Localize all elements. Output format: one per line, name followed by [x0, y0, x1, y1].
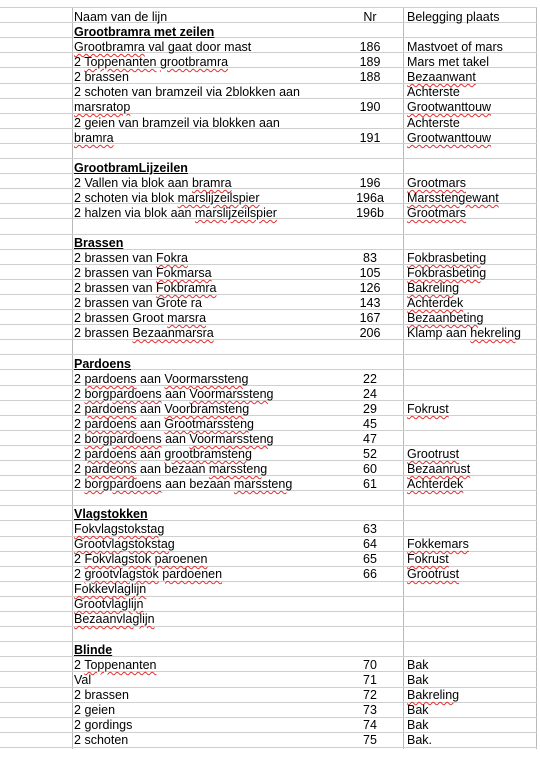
number-cell[interactable]: 196 [359, 176, 381, 190]
placement-cell[interactable]: Bezaanrust [407, 462, 471, 476]
placement-cell[interactable]: Bak [407, 718, 429, 732]
number-cell[interactable]: 206 [359, 326, 381, 340]
row-divider [0, 7, 537, 8]
line-name-cell[interactable]: 2 grootvlagstok pardoenen [74, 567, 223, 581]
number-cell[interactable]: 190 [359, 100, 381, 114]
line-name-cell[interactable]: marsratop [74, 100, 131, 114]
placement-cell[interactable]: Grootrust [407, 567, 460, 581]
placement-cell[interactable]: Bakreling [407, 688, 460, 702]
number-cell[interactable]: 66 [363, 567, 377, 581]
number-cell[interactable]: 22 [363, 372, 377, 386]
line-name-cell[interactable]: Grootvlaglijn [74, 597, 144, 611]
placement-cell[interactable]: Bak [407, 703, 429, 717]
number-cell[interactable]: 64 [363, 537, 377, 551]
row-divider [0, 747, 537, 748]
number-cell[interactable]: 196a [356, 191, 384, 205]
line-name-cell[interactable]: 2 brassen van Grote ra [74, 296, 202, 310]
line-name-cell[interactable]: 2 brassen van Fokmarsa [74, 266, 212, 280]
line-name-cell[interactable]: 2 brassen Bezaanmarsra [74, 326, 214, 340]
number-cell[interactable]: 105 [359, 266, 381, 280]
line-name-cell[interactable]: 2 borgpardoens aan Voormarssteng [74, 432, 274, 446]
placement-cell[interactable]: Fokrust [407, 552, 449, 566]
line-name-cell[interactable]: Bezaanvlaglijn [74, 612, 155, 626]
line-name-cell[interactable]: 2 Vallen via blok aan bramra [74, 176, 232, 190]
line-name-cell[interactable]: 2 geien van bramzeil via blokken aan [74, 116, 280, 130]
line-name-cell[interactable]: 2 borgpardoens aan Voormarssteng [74, 387, 274, 401]
placement-cell[interactable]: Mars met takel [407, 55, 489, 69]
number-cell[interactable]: 47 [363, 432, 377, 446]
section-header[interactable]: Vlagstokken [74, 507, 148, 521]
number-cell[interactable]: 83 [363, 251, 377, 265]
number-cell[interactable]: 29 [363, 402, 377, 416]
placement-cell[interactable]: Grootwanttouw [407, 131, 492, 145]
line-name-cell[interactable]: 2 borgpardoens aan bezaan marssteng [74, 477, 293, 491]
placement-cell[interactable]: Bak. [407, 733, 433, 747]
number-cell[interactable]: 74 [363, 718, 377, 732]
number-cell[interactable]: 63 [363, 522, 377, 536]
placement-cell[interactable]: Achterste [407, 85, 460, 99]
section-header[interactable]: Grootbramra met zeilen [74, 25, 215, 39]
number-cell[interactable]: 65 [363, 552, 377, 566]
line-name-cell[interactable]: 2 halzen via blok aan marslijzeilspier [74, 206, 277, 220]
line-name-cell[interactable]: 2 pardoens aan Voormarssteng [74, 372, 249, 386]
line-name-cell[interactable]: 2 brassen van Fokbramra [74, 281, 217, 295]
placement-cell[interactable]: Bezaanbeting [407, 311, 484, 325]
placement-cell[interactable]: Bakreling [407, 281, 460, 295]
placement-cell[interactable]: Grootwanttouw [407, 100, 492, 114]
placement-cell[interactable]: Achterdek [407, 477, 464, 491]
placement-cell[interactable]: Achterste [407, 116, 460, 130]
placement-cell[interactable]: Fokkemars [407, 537, 469, 551]
placement-cell[interactable]: Grootrust [407, 447, 460, 461]
number-cell[interactable]: 188 [359, 70, 381, 84]
placement-cell[interactable]: Grootmars [407, 176, 467, 190]
number-cell[interactable]: 45 [363, 417, 377, 431]
placement-cell[interactable]: Mastvoet of mars [407, 40, 503, 54]
number-cell[interactable]: 191 [359, 131, 381, 145]
line-name-cell[interactable]: Fokvlagstokstag [74, 522, 165, 536]
column-divider [536, 7, 537, 749]
line-name-cell[interactable]: bramra [74, 131, 114, 145]
line-name-cell[interactable]: 2 brassen Groot marsra [74, 311, 207, 325]
line-name-cell[interactable]: 2 Fokvlagstok paroenen [74, 552, 208, 566]
line-name-cell[interactable]: 2 brassen [74, 688, 129, 702]
line-name-cell[interactable]: 2 schoten via blok marslijzeilspier [74, 191, 260, 205]
column-divider [72, 7, 73, 749]
line-name-cell[interactable]: 2 schoten van bramzeil via 2blokken aan [74, 85, 300, 99]
placement-cell[interactable]: Klamp aan hekreling [407, 326, 521, 340]
number-cell[interactable]: 189 [359, 55, 381, 69]
number-cell[interactable]: 71 [363, 673, 377, 687]
placement-cell[interactable]: Fokbrasbeting [407, 251, 487, 265]
placement-cell[interactable]: Bak [407, 658, 429, 672]
number-cell[interactable]: 52 [363, 447, 377, 461]
number-cell[interactable]: 24 [363, 387, 377, 401]
number-cell[interactable]: 186 [359, 40, 381, 54]
line-name-cell[interactable]: Grootbramra val gaat door mast [74, 40, 252, 54]
placement-cell[interactable]: Belegging plaats [407, 10, 500, 24]
line-name-cell[interactable]: 2 pardeons aan bezaan marssteng [74, 462, 268, 476]
line-name-cell[interactable]: 2 schoten [74, 733, 129, 747]
placement-cell[interactable]: Grootmars [407, 206, 467, 220]
number-cell[interactable]: 61 [363, 477, 377, 491]
line-name-cell[interactable]: 2 pardoens aan Grootmarssteng [74, 417, 255, 431]
number-cell[interactable]: 196b [356, 206, 384, 220]
line-name-cell[interactable]: 2 brassen van Fokra [74, 251, 188, 265]
section-header[interactable]: Pardoens [74, 357, 131, 371]
section-header[interactable]: GrootbramLijzeilen [74, 161, 188, 175]
row-divider [0, 158, 537, 159]
placement-cell[interactable]: Bak [407, 673, 429, 687]
placement-cell[interactable]: Fokbrasbeting [407, 266, 487, 280]
row-divider [0, 234, 537, 235]
line-name-cell[interactable]: 2 pardoens aan Voorbramsteng [74, 402, 250, 416]
line-name-cell[interactable]: Grootvlagstokstag [74, 537, 175, 551]
line-name-cell[interactable]: Fokkevlaglijn [74, 582, 147, 596]
number-cell[interactable]: 73 [363, 703, 377, 717]
line-name-cell[interactable]: Naam van de lijn [74, 10, 168, 24]
number-cell[interactable]: Nr [363, 10, 377, 24]
line-name-cell[interactable]: 2 geien [74, 703, 116, 717]
line-name-cell[interactable]: 2 Toppenanten grootbramra [74, 55, 229, 69]
section-header[interactable]: Blinde [74, 643, 113, 657]
row-divider [0, 626, 537, 627]
line-name-cell[interactable]: 2 brassen [74, 70, 129, 84]
placement-cell[interactable]: Bezaanwant [407, 70, 476, 84]
line-name-cell[interactable]: 2 Toppenanten [74, 658, 157, 672]
number-cell[interactable]: 143 [359, 296, 381, 310]
number-cell[interactable]: 75 [363, 733, 377, 747]
number-cell[interactable]: 70 [363, 658, 377, 672]
number-cell[interactable]: 167 [359, 311, 381, 325]
number-cell[interactable]: 60 [363, 462, 377, 476]
placement-cell[interactable]: Achterdek [407, 296, 464, 310]
section-header[interactable]: Brassen [74, 236, 124, 250]
row-divider [0, 354, 537, 355]
number-cell[interactable]: 72 [363, 688, 377, 702]
placement-cell[interactable]: Marsstengewant [407, 191, 499, 205]
line-name-cell[interactable]: 2 gordings [74, 718, 133, 732]
placement-cell[interactable]: Fokrust [407, 402, 449, 416]
line-name-cell[interactable]: 2 pardoens aan grootbramsteng [74, 447, 252, 461]
line-name-cell[interactable]: Val [74, 673, 92, 687]
number-cell[interactable]: 126 [359, 281, 381, 295]
